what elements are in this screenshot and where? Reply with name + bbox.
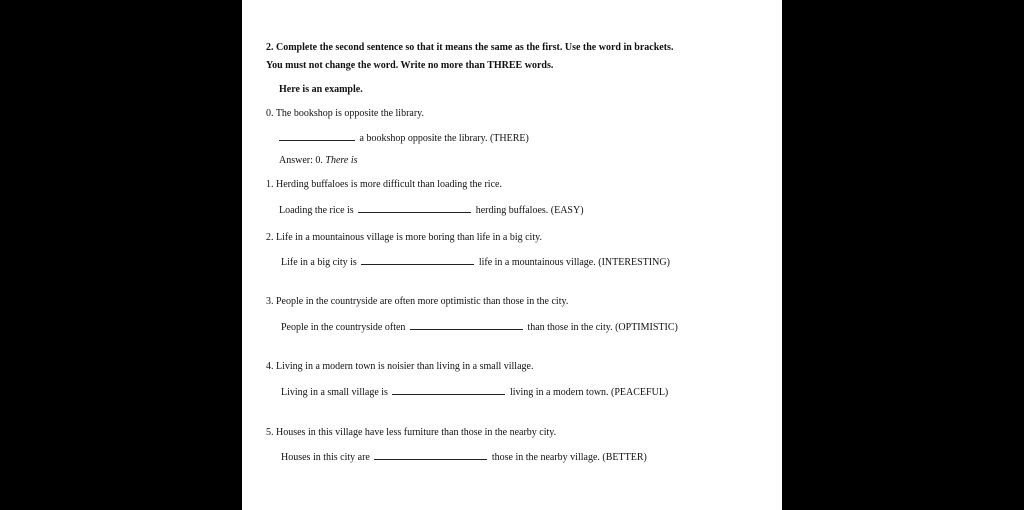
question-2-before: Life in a big city is	[281, 257, 357, 268]
instruction-line-2: You must not change the word. Write no more than THREE words.	[266, 60, 554, 71]
question-1-rewrite	[279, 203, 584, 217]
example-answer	[279, 155, 358, 167]
question-1-blank[interactable]	[358, 203, 471, 213]
example-rewrite-after: a bookshop opposite the library. (THERE)	[359, 133, 529, 144]
example-sentence: 0. The bookshop is opposite the library.	[266, 108, 425, 119]
example-answer-value: There is	[325, 155, 358, 166]
example-answer-label: Answer: 0.	[279, 155, 323, 166]
question-2-blank[interactable]	[361, 255, 474, 265]
question-4-before: Living in a small village is	[281, 387, 388, 398]
question-3-before: People in the countryside often	[281, 322, 406, 333]
question-3-blank[interactable]	[410, 320, 523, 330]
question-5-blank[interactable]	[374, 450, 487, 460]
worksheet-page	[242, 0, 782, 510]
question-5-after: those in the nearby village. (BETTER)	[491, 452, 647, 463]
example-rewrite	[279, 131, 529, 145]
question-5-before: Houses in this city are	[281, 452, 370, 463]
example-blank	[279, 131, 355, 141]
question-2-sentence: 2. Life in a mountainous village is more boring than life in a big city.	[266, 232, 542, 243]
question-1-after: herding buffaloes. (EASY)	[475, 205, 584, 216]
question-3-rewrite	[281, 320, 678, 334]
question-5-rewrite	[281, 450, 647, 464]
question-3-after: than those in the city. (OPTIMISTIC)	[527, 322, 678, 333]
question-4-after: living in a modern town. (PEACEFUL)	[509, 387, 669, 398]
instruction-line-1: 2. Complete the second sentence so that it means the same as the first. Use the word in brackets.	[266, 42, 674, 53]
question-5-sentence: 5. Houses in this village have less furniture than those in the nearby city.	[266, 427, 557, 438]
question-2-after: life in a mountainous village. (INTERESTING)	[478, 257, 670, 268]
question-3-sentence: 3. People in the countryside are often more optimistic than those in the city.	[266, 296, 569, 307]
question-2-rewrite	[281, 255, 670, 269]
question-4-blank[interactable]	[392, 385, 505, 395]
question-1-sentence: 1. Herding buffaloes is more difficult than loading the rice.	[266, 179, 502, 190]
example-heading: Here is an example.	[279, 84, 363, 95]
question-4-sentence: 4. Living in a modern town is noisier than living in a small village.	[266, 361, 534, 372]
question-1-before: Loading the rice is	[279, 205, 354, 216]
question-4-rewrite	[281, 385, 668, 399]
